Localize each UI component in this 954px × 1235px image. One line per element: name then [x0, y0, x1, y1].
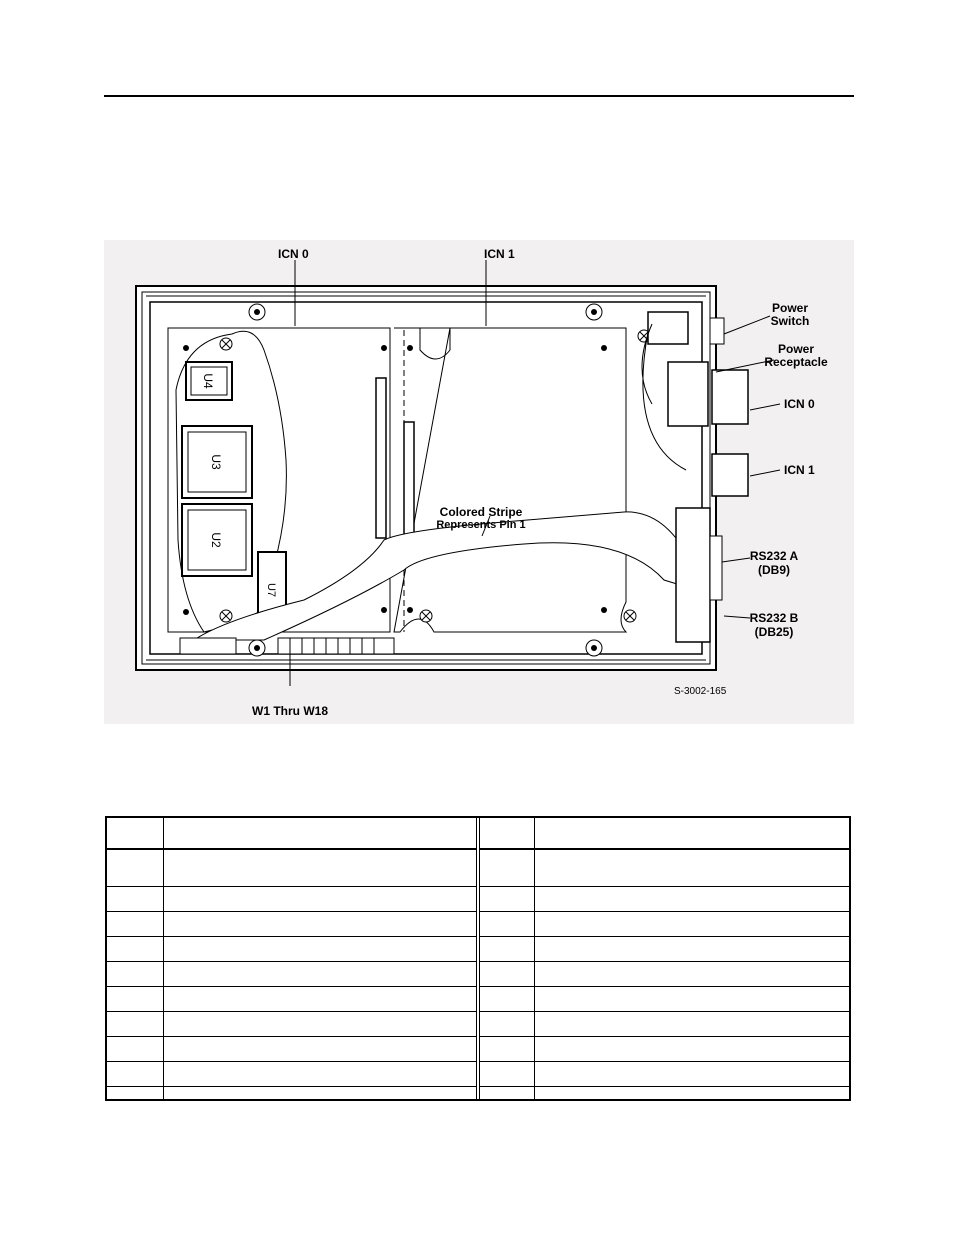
table-cell: [535, 1087, 850, 1100]
table-cell: [164, 1087, 479, 1100]
table-cell: [107, 962, 164, 987]
header-rule: [104, 95, 854, 97]
label-icn1-top: ICN 1: [484, 247, 515, 261]
table-row: [107, 1087, 849, 1100]
jumper-block: [278, 638, 394, 654]
table-header-cell: [107, 818, 164, 849]
label-w-range: W1 Thru W18: [252, 704, 329, 718]
table-cell: [164, 849, 479, 887]
table-header-cell: [164, 818, 479, 849]
table-row: [107, 987, 849, 1012]
table-cell: [164, 987, 479, 1012]
table-row: [107, 1062, 849, 1087]
table-cell: [478, 1062, 535, 1087]
label-rs232a-2: (DB9): [758, 563, 790, 577]
table-cell: [535, 1012, 850, 1037]
table-cell: [535, 1062, 850, 1087]
label-power-switch-1: Power: [771, 301, 809, 315]
table-row: [107, 887, 849, 912]
table-cell: [107, 1087, 164, 1100]
table-cell: [535, 962, 850, 987]
enclosure-drawing: [104, 240, 854, 724]
table-cell: [107, 1037, 164, 1062]
label-power-switch-2: Switch: [770, 314, 810, 328]
table-cell: [107, 912, 164, 937]
table-cell: [164, 1037, 479, 1062]
table-cell: [164, 887, 479, 912]
table-cell: [535, 987, 850, 1012]
table-cell: [535, 1037, 850, 1062]
table-cell: [164, 1012, 479, 1037]
table-row: [107, 1012, 849, 1037]
table-cell: [478, 887, 535, 912]
table-header-cell: [478, 818, 535, 849]
label-rs232b-2: (DB25): [754, 625, 794, 639]
label-icn0-top: ICN 0: [278, 247, 309, 261]
table-cell: [478, 1037, 535, 1062]
data-table: [105, 816, 851, 1101]
chip-u4-label: U4: [201, 373, 215, 389]
table-cell: [164, 912, 479, 937]
label-power-receptacle-2: Receptacle: [764, 355, 828, 369]
table-row: [107, 912, 849, 937]
label-icn1-right: ICN 1: [784, 463, 815, 477]
table-cell: [478, 937, 535, 962]
label-rs232a-1: RS232 A: [749, 549, 799, 563]
label-power-receptacle-1: Power: [777, 342, 815, 356]
label-represents-pin: Represents Pin 1: [436, 519, 526, 531]
table-cell: [478, 912, 535, 937]
table-cell: [107, 987, 164, 1012]
data-table-grid: [107, 818, 849, 1099]
table-row: [107, 849, 849, 887]
table-cell: [478, 849, 535, 887]
chip-u2-label: U2: [209, 532, 223, 548]
table-cell: [535, 887, 850, 912]
table-cell: [107, 1012, 164, 1037]
table-header-row: [107, 818, 849, 849]
table-cell: [107, 887, 164, 912]
table-cell: [164, 1062, 479, 1087]
table-cell: [478, 1012, 535, 1037]
label-icn0-right: ICN 0: [784, 397, 815, 411]
table-cell: [478, 987, 535, 1012]
figure-id: S-3002-165: [674, 686, 727, 697]
label-rs232b-1: RS232 B: [749, 611, 799, 625]
table-row: [107, 1037, 849, 1062]
table-row: [107, 962, 849, 987]
table-cell: [478, 962, 535, 987]
table-cell: [535, 849, 850, 887]
table-header-cell: [535, 818, 850, 849]
table-cell: [107, 849, 164, 887]
table-cell: [164, 937, 479, 962]
table-row: [107, 937, 849, 962]
chip-u3-label: U3: [209, 454, 223, 470]
table-cell: [535, 912, 850, 937]
table-cell: [107, 1062, 164, 1087]
table-cell: [107, 937, 164, 962]
table-cell: [535, 937, 850, 962]
table-cell: [478, 1087, 535, 1100]
chip-u7-label: U7: [265, 582, 277, 598]
table-cell: [164, 962, 479, 987]
enclosure-diagram: [104, 240, 854, 724]
label-colored-stripe: Colored Stripe: [439, 505, 523, 519]
